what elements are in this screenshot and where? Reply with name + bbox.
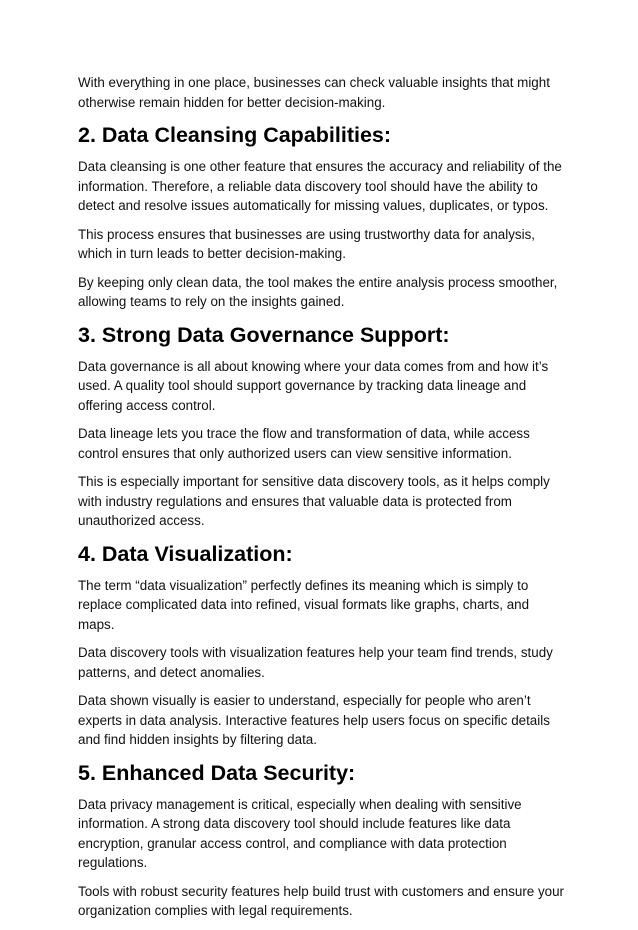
section-data-governance xyxy=(78,321,568,531)
paragraph: Tools with robust security features help build trust with customers and ensure your organization complies with legal requirements. xyxy=(78,883,565,918)
section-heading: 5. Enhanced Data Security: xyxy=(78,760,356,785)
section-data-cleansing xyxy=(78,121,568,312)
paragraph: By keeping only clean data, the tool makes the entire analysis process smoother, allowing teams to rely on the insights gained. xyxy=(78,274,558,309)
section-data-security xyxy=(78,759,568,921)
paragraph: Data privacy management is critical, especially when dealing with sensitive information. A strong data discovery tool should include features like data encryption, granular access control, and compliance with data protection regulations. xyxy=(78,796,522,870)
paragraph: Data governance is all about knowing where your data comes from and how it’s used. A quality tool should support governance by tracking data lineage and offering access control. xyxy=(78,358,549,413)
section-data-visualization xyxy=(78,540,568,750)
paragraph: Data discovery tools with visualization features help your team find trends, study patterns, and detect anomalies. xyxy=(78,645,553,680)
paragraph: The term “data visualization” perfectly defines its meaning which is simply to replace complicated data into refined, visual formats like graphs, charts, and maps. xyxy=(78,577,530,632)
section-heading: 2. Data Cleansing Capabilities: xyxy=(78,123,392,147)
intro-paragraph: With everything in one place, businesses can check valuable insights that might otherwise remain hidden for better decision-making. xyxy=(78,75,550,110)
document-page xyxy=(78,73,568,930)
paragraph: Data lineage lets you trace the flow and transformation of data, while access control ensures that only authorized users can view sensitive information. xyxy=(78,426,530,461)
paragraph: This is especially important for sensitive data discovery tools, as it helps comply with industry regulations and ensures that valuable data is protected from unauthorized access. xyxy=(78,474,550,528)
section-heading: 3. Strong Data Governance Support: xyxy=(78,322,450,347)
paragraph: Data shown visually is easier to understand, especially for people who aren’t experts in data analysis. Interactive features help users focus on specific details and find hidden insights by filtering data. xyxy=(78,693,550,747)
paragraph: This process ensures that businesses are using trustworthy data for analysis, which in turn leads to better decision-making. xyxy=(78,226,535,261)
section-heading: 4. Data Visualization: xyxy=(78,541,293,566)
paragraph: Data cleansing is one other feature that ensures the accuracy and reliability of the information. Therefore, a reliable data discovery tool should have the ability to detect and resolve issues automatically for missing values, duplicates, or typos. xyxy=(78,159,562,213)
